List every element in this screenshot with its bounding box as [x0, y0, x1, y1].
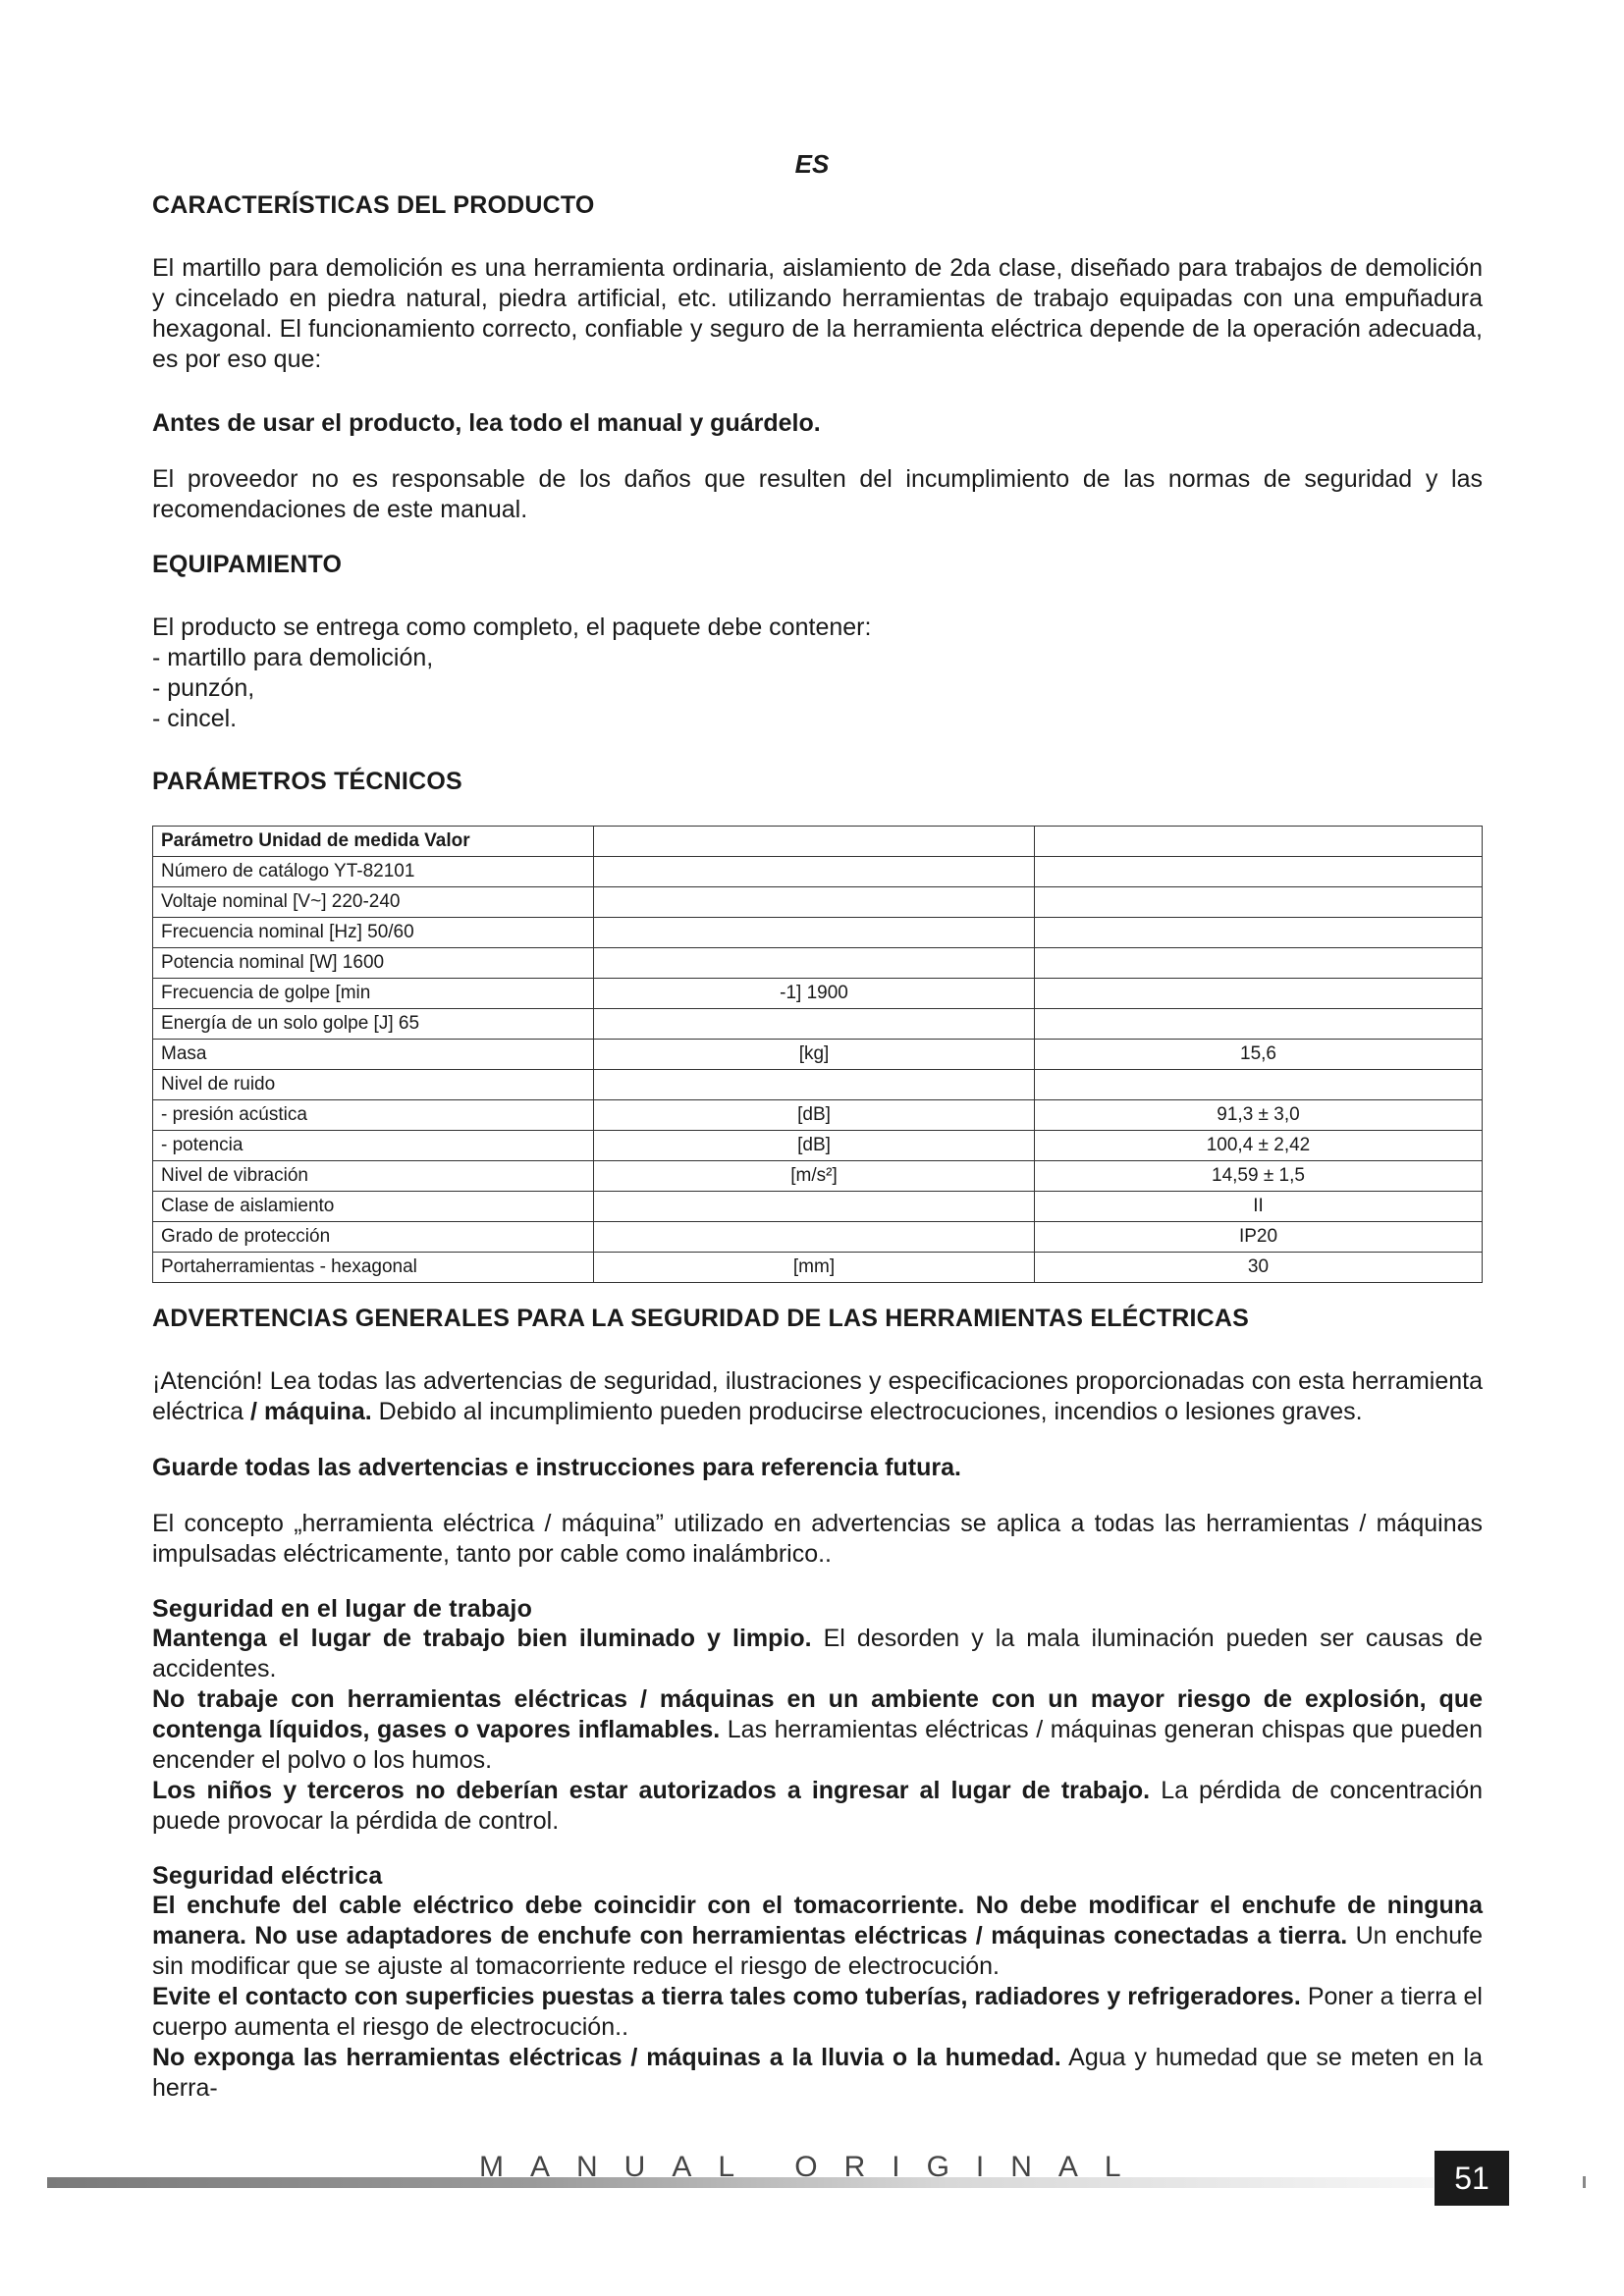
page-content — [152, 191, 1483, 2104]
parameters-table — [152, 826, 1483, 1283]
table-cell: - presión acústica — [153, 1100, 594, 1131]
table-cell: -1] 1900 — [594, 979, 1035, 1009]
table-cell: Número de catálogo YT-82101 — [153, 857, 594, 887]
table-cell — [594, 948, 1035, 979]
table-cell — [1035, 979, 1483, 1009]
table-row — [153, 1131, 1483, 1161]
equipamiento-intro: El producto se entrega como completo, el paquete debe contener: — [152, 614, 872, 641]
equipamiento-item: - cincel. — [152, 705, 238, 732]
lugar-p3: Los niños y terceros no deberían estar autorizados a ingresar al lugar de trabajo. La pérdida de concentración puede provocar la pérdida de control. — [152, 1777, 1484, 1835]
table-row — [153, 1009, 1483, 1040]
table-cell: [mm] — [594, 1253, 1035, 1283]
page-number: 51 — [1435, 2151, 1509, 2206]
heading-caracteristicas: CARACTERÍSTICAS DEL PRODUCTO — [152, 191, 595, 219]
table-cell: 100,4 ± 2,42 — [1035, 1131, 1483, 1161]
heading-equipamiento: EQUIPAMIENTO — [152, 551, 343, 578]
table-cell: IP20 — [1035, 1222, 1483, 1253]
table-cell — [1035, 1009, 1483, 1040]
table-cell: 14,59 ± 1,5 — [1035, 1161, 1483, 1192]
table-header-row — [153, 827, 1483, 857]
table-cell: 91,3 ± 3,0 — [1035, 1100, 1483, 1131]
table-cell — [594, 827, 1035, 857]
caracteristicas-notice: Antes de usar el producto, lea todo el manual y guárdelo. — [152, 409, 821, 437]
table-cell — [1035, 857, 1483, 887]
equipamiento-item: - punzón, — [152, 674, 255, 702]
table-cell: Nivel de ruido — [153, 1070, 594, 1100]
table-cell — [1035, 887, 1483, 918]
table-cell: 15,6 — [1035, 1040, 1483, 1070]
table-cell: Frecuencia nominal [Hz] 50/60 — [153, 918, 594, 948]
electrica-p1: El enchufe del cable eléctrico debe coincidir con el tomacorriente. No debe modificar el enchufe de ninguna manera. No use adaptadores de enchufe con herramientas eléctricas / máquinas conectadas a tierra. Un enchufe sin modificar que se ajuste al tomacorriente reduce el riesgo de electrocución. — [152, 1892, 1483, 1980]
table-cell — [594, 857, 1035, 887]
heading-parametros: PARÁMETROS TÉCNICOS — [152, 768, 462, 795]
table-cell — [1035, 948, 1483, 979]
table-cell: Grado de protección — [153, 1222, 594, 1253]
heading-advertencias: ADVERTENCIAS GENERALES PARA LA SEGURIDAD DE LAS HERRAMIENTAS ELÉCTRICAS — [152, 1305, 1250, 1332]
table-cell — [594, 1192, 1035, 1222]
table-row — [153, 1161, 1483, 1192]
equipamiento-item: - martillo para demolición, — [152, 644, 434, 671]
table-row — [153, 887, 1483, 918]
table-cell — [594, 1070, 1035, 1100]
table-row — [153, 857, 1483, 887]
table-cell: [dB] — [594, 1100, 1035, 1131]
table-cell: II — [1035, 1192, 1483, 1222]
table-row — [153, 1253, 1483, 1283]
lugar-p1: Mantenga el lugar de trabajo bien iluminado y limpio. El desorden y la mala iluminación pueden ser causas de accidentes. — [152, 1625, 1484, 1682]
table-cell: Potencia nominal [W] 1600 — [153, 948, 594, 979]
advertencias-p2: Guarde todas las advertencias e instrucciones para referencia futura. — [152, 1454, 961, 1481]
table-row — [153, 979, 1483, 1009]
table-cell: Masa — [153, 1040, 594, 1070]
table-row — [153, 1070, 1483, 1100]
advertencias-p3: El concepto „herramienta eléctrica / máquina” utilizado en advertencias se aplica a todas las herramientas / máquinas impulsadas eléctricamente, tanto por cable como inalámbrico.. — [152, 1510, 1483, 1568]
advertencias-p1: ¡Atención! Lea todas las advertencias de seguridad, ilustraciones y especificaciones proporcionadas con esta herramienta eléctrica / máquina. Debido al incumplimiento pueden producirse electrocuciones, incendios o lesiones graves. — [152, 1367, 1483, 1425]
table-cell: [dB] — [594, 1131, 1035, 1161]
table-cell: Nivel de vibración — [153, 1161, 594, 1192]
table-cell — [594, 887, 1035, 918]
heading-electrica: Seguridad eléctrica — [152, 1862, 383, 1890]
table-cell — [1035, 827, 1483, 857]
caracteristicas-disclaimer: El proveedor no es responsable de los daños que resulten del incumplimiento de las normas de seguridad y las recomendaciones de este manual. — [152, 465, 1483, 523]
footer-title: MANUAL ORIGINAL — [479, 2151, 1148, 2183]
electrica-p3: No exponga las herramientas eléctricas / máquinas a la lluvia o la humedad. Agua y humedad que se meten en la herra- — [152, 2044, 1483, 2102]
table-cell: - potencia — [153, 1131, 594, 1161]
table-cell: Clase de aislamiento — [153, 1192, 594, 1222]
table-cell: Energía de un solo golpe [J] 65 — [153, 1009, 594, 1040]
table-cell — [1035, 1070, 1483, 1100]
heading-lugar: Seguridad en el lugar de trabajo — [152, 1595, 533, 1623]
table-row — [153, 1222, 1483, 1253]
caracteristicas-intro: El martillo para demolición es una herramienta ordinaria, aislamiento de 2da clase, diseñado para trabajos de demolición y cincelado en piedra natural, piedra artificial, etc. utilizando herramientas de trabajo equipadas con una empuñadura hexagonal. El funcionamiento correcto, confiable y seguro de la herramienta eléctrica depende de la operación adecuada, es por eso que: — [152, 254, 1483, 373]
table-cell: Portaherramientas - hexagonal — [153, 1253, 594, 1283]
table-row — [153, 1192, 1483, 1222]
table-row — [153, 918, 1483, 948]
language-tag: ES — [794, 149, 830, 179]
table-cell: Parámetro Unidad de medida Valor — [153, 827, 594, 857]
table-row — [153, 1040, 1483, 1070]
table-cell: [kg] — [594, 1040, 1035, 1070]
table-cell: 30 — [1035, 1253, 1483, 1283]
footer-tick-mark — [1583, 2176, 1586, 2188]
page-footer — [0, 2151, 1624, 2210]
table-cell — [594, 1222, 1035, 1253]
table-cell: [m/s²] — [594, 1161, 1035, 1192]
table-row — [153, 1100, 1483, 1131]
electrica-p2: Evite el contacto con superficies puestas a tierra tales como tuberías, radiadores y refrigeradores. Poner a tierra el cuerpo aumenta el riesgo de electrocución.. — [152, 1983, 1483, 2041]
table-cell — [1035, 918, 1483, 948]
table-cell: Voltaje nominal [V~] 220-240 — [153, 887, 594, 918]
table-cell — [594, 918, 1035, 948]
table-row — [153, 948, 1483, 979]
table-cell: Frecuencia de golpe [min — [153, 979, 594, 1009]
lugar-p2: No trabaje con herramientas eléctricas / máquinas en un ambiente con un mayor riesgo de explosión, que contenga líquidos, gases o vapores inflamables. Las herramientas eléctricas / máquinas generan chispas que pueden encender el polvo o los humos. — [152, 1685, 1483, 1774]
table-cell — [594, 1009, 1035, 1040]
